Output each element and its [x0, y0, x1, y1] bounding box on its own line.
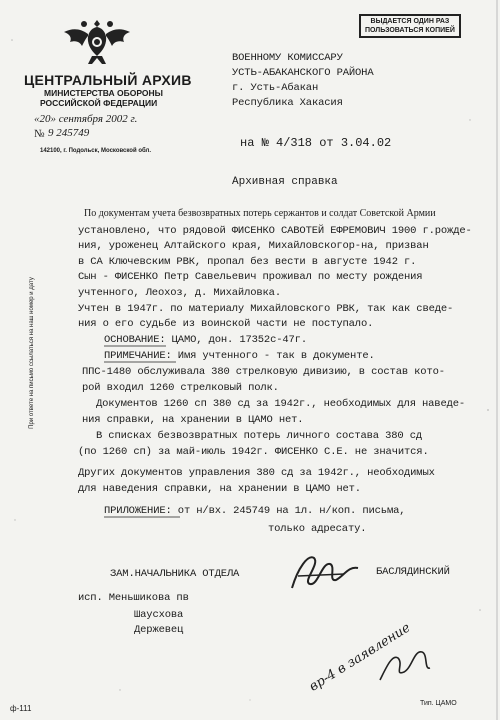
executor-line-2: Шаусхова: [134, 609, 184, 621]
signature-scribble: [284, 548, 364, 598]
handwritten-scribble: [374, 640, 434, 690]
body-line: (по 1260 сп) за май-июль 1942г. ФИСЕНКО С.Е. не значится.: [78, 446, 429, 458]
doc-number-prefix: №: [34, 128, 45, 140]
form-code: ф-111: [10, 704, 32, 713]
doc-number: 9 245749: [48, 127, 90, 139]
margin-note: При ответе на письмо ссылаться на наш номер и дату: [29, 277, 35, 429]
reference-line: на № 4/318 от 3.04.02: [240, 136, 392, 150]
basis-line: ОСНОВАНИЕ: ЦАМО, дон. 17352с-47г.: [104, 334, 307, 346]
body-line: в СА Ключевским РВК, пропал без вести в августе 1942 г.: [78, 256, 417, 268]
org-line-3: РОССИЙСКОЙ ФЕДЕРАЦИИ: [40, 98, 158, 108]
attachment-line: ПРИЛОЖЕНИЕ: от н/вх. 245749 на 1л. н/коп. письма,: [104, 505, 406, 517]
date-line: «20» сентября 2002 г.: [34, 113, 138, 125]
stamp-line-1: ВЫДАЕТСЯ ОДИН РАЗ: [370, 18, 450, 25]
executor-line-3: Держевец: [134, 624, 184, 636]
body-line: ния о его судьбе из воинской части не поступало.: [78, 318, 374, 330]
archive-address: 142100, г. Подольск, Московской обл.: [40, 148, 152, 154]
body-line: Документов 1260 сп 380 сд за 1942г., необходимых для наведе-: [96, 398, 466, 410]
org-line-2: МИНИСТЕРСТВА ОБОРОНЫ: [44, 88, 163, 98]
body-line: для наведения справки, на хранении в ЦАМО нет.: [78, 483, 361, 495]
print-shop: Тип. ЦАМО: [420, 700, 457, 707]
stamp-line-2: ПОЛЬЗОВАТЬСЯ КОПИЕЙ: [365, 27, 455, 34]
handwritten-note: вр-4 в заявление: [306, 620, 414, 695]
body-line: Других документов управления 380 сд за 1942г., необходимых: [78, 467, 435, 479]
signatory-name: БАСЛЯДИНСКИЙ: [376, 566, 450, 578]
attachment-line-2: только адресату.: [268, 523, 367, 535]
document-title: Архивная справка: [232, 176, 338, 188]
body-line: установлено, что рядовой ФИСЕНКО САВОТЕЙ ЕФРЕМОВИЧ 1900 г.рожде-: [78, 225, 472, 237]
org-name: ЦЕНТРАЛЬНЫЙ АРХИВ: [24, 72, 192, 88]
body-line: учтенного, Леохоз, д. Михайловка.: [78, 287, 281, 299]
body-line: Учтен в 1947г. по материалу Михайловского РВК, так как сведе-: [78, 303, 454, 315]
body-line: ния, уроженец Алтайского края, Михайловскогор-на, призван: [78, 240, 429, 252]
body-line: Сын - ФИСЕНКО Петр Савельевич проживал по месту рождения: [78, 271, 423, 283]
body-line: По документам учета безвозвратных потерь сержантов и солдат Советской Армии: [84, 208, 436, 219]
body-line: ППС-1480 обслуживала 380 стрелковую дивизию, в состав кото-: [82, 366, 445, 378]
executor-line-1: исп. Меньшикова пв: [78, 592, 189, 604]
addressee-line-2: УСТЬ-АБАКАНСКОГО РАЙОНА: [232, 67, 374, 79]
body-line: ния справки, на хранении в ЦАМО нет.: [82, 414, 304, 426]
body-line: В списках безвозвратных потерь личного состава 380 сд: [96, 430, 423, 442]
body-line: рой входил 1260 стрелковый полк.: [82, 382, 279, 394]
addressee-line-1: ВОЕННОМУ КОМИССАРУ: [232, 52, 343, 64]
signatory-title: ЗАМ.НАЧАЛЬНИКА ОТДЕЛА: [110, 568, 240, 580]
addressee-line-3: г. Усть-Абакан: [232, 82, 319, 94]
addressee-line-4: Республика Хакасия: [232, 97, 343, 109]
note-line: ПРИМЕЧАНИЕ: Имя учтенного - так в документе.: [104, 350, 375, 362]
